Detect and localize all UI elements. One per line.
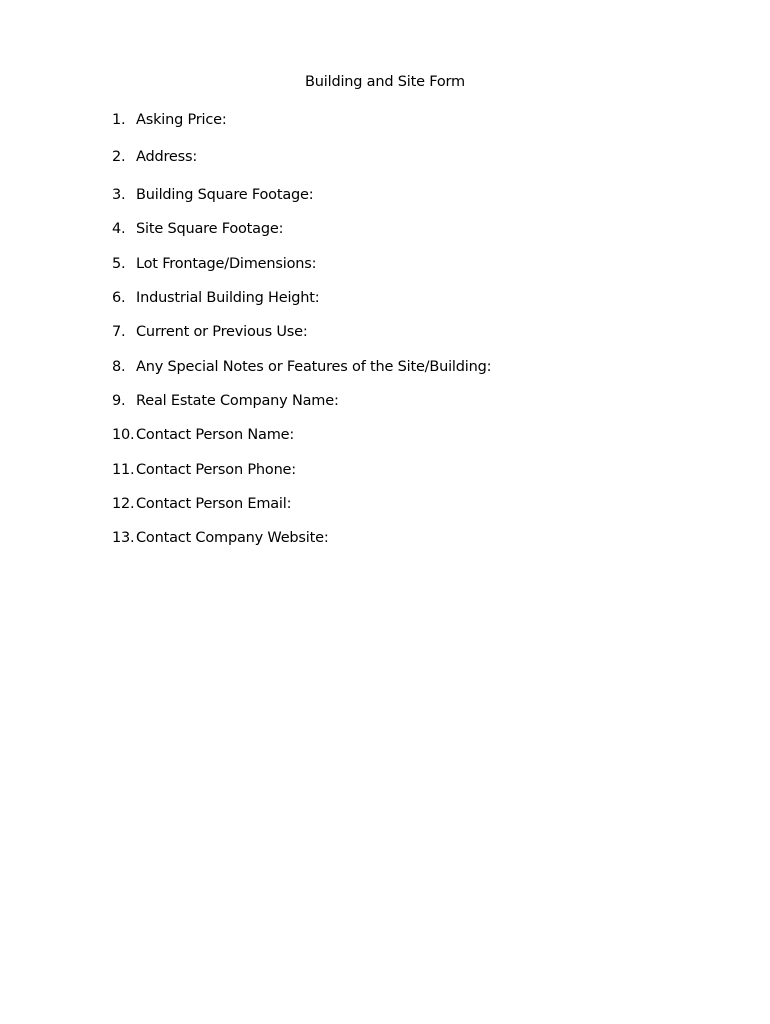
item-label: Asking Price: <box>136 112 227 128</box>
item-label: Address: <box>136 149 198 165</box>
item-number: 2. <box>112 149 126 165</box>
form-item-site-square-footage <box>112 221 283 237</box>
item-number: 12. <box>112 496 135 512</box>
form-item-lot-frontage <box>112 256 316 272</box>
item-label: Real Estate Company Name: <box>136 393 339 409</box>
item-number: 7. <box>112 324 126 340</box>
form-item-current-use <box>112 324 308 340</box>
item-label: Contact Person Phone: <box>136 462 296 478</box>
item-number: 4. <box>112 221 126 237</box>
form-item-contact-name <box>112 427 294 443</box>
item-label: Current or Previous Use: <box>136 324 308 340</box>
form-item-asking-price <box>112 112 227 128</box>
item-number: 8. <box>112 359 126 375</box>
form-item-building-height <box>112 290 319 306</box>
item-number: 9. <box>112 393 126 409</box>
item-number: 6. <box>112 290 126 306</box>
item-label: Contact Person Email: <box>136 496 292 512</box>
item-label: Building Square Footage: <box>136 187 314 203</box>
item-label: Any Special Notes or Features of the Site/Building: <box>136 359 492 375</box>
form-item-building-square-footage <box>112 187 313 203</box>
form-item-contact-email <box>112 496 291 512</box>
item-label: Industrial Building Height: <box>136 290 320 306</box>
item-number: 10. <box>112 427 135 443</box>
item-label: Lot Frontage/Dimensions: <box>136 256 317 272</box>
form-title: Building and Site Form <box>305 74 465 90</box>
item-label: Site Square Footage: <box>136 221 284 237</box>
item-number: 3. <box>112 187 126 203</box>
item-number: 13. <box>112 530 135 546</box>
form-item-special-notes <box>112 359 491 375</box>
item-number: 1. <box>112 112 126 128</box>
item-number: 11. <box>112 462 135 478</box>
form-item-real-estate-company <box>112 393 339 409</box>
form-item-contact-phone <box>112 462 296 478</box>
form-item-address <box>112 149 197 165</box>
item-label: Contact Person Name: <box>136 427 295 443</box>
item-number: 5. <box>112 256 126 272</box>
item-label: Contact Company Website: <box>136 530 329 546</box>
form-item-company-website <box>112 530 329 546</box>
